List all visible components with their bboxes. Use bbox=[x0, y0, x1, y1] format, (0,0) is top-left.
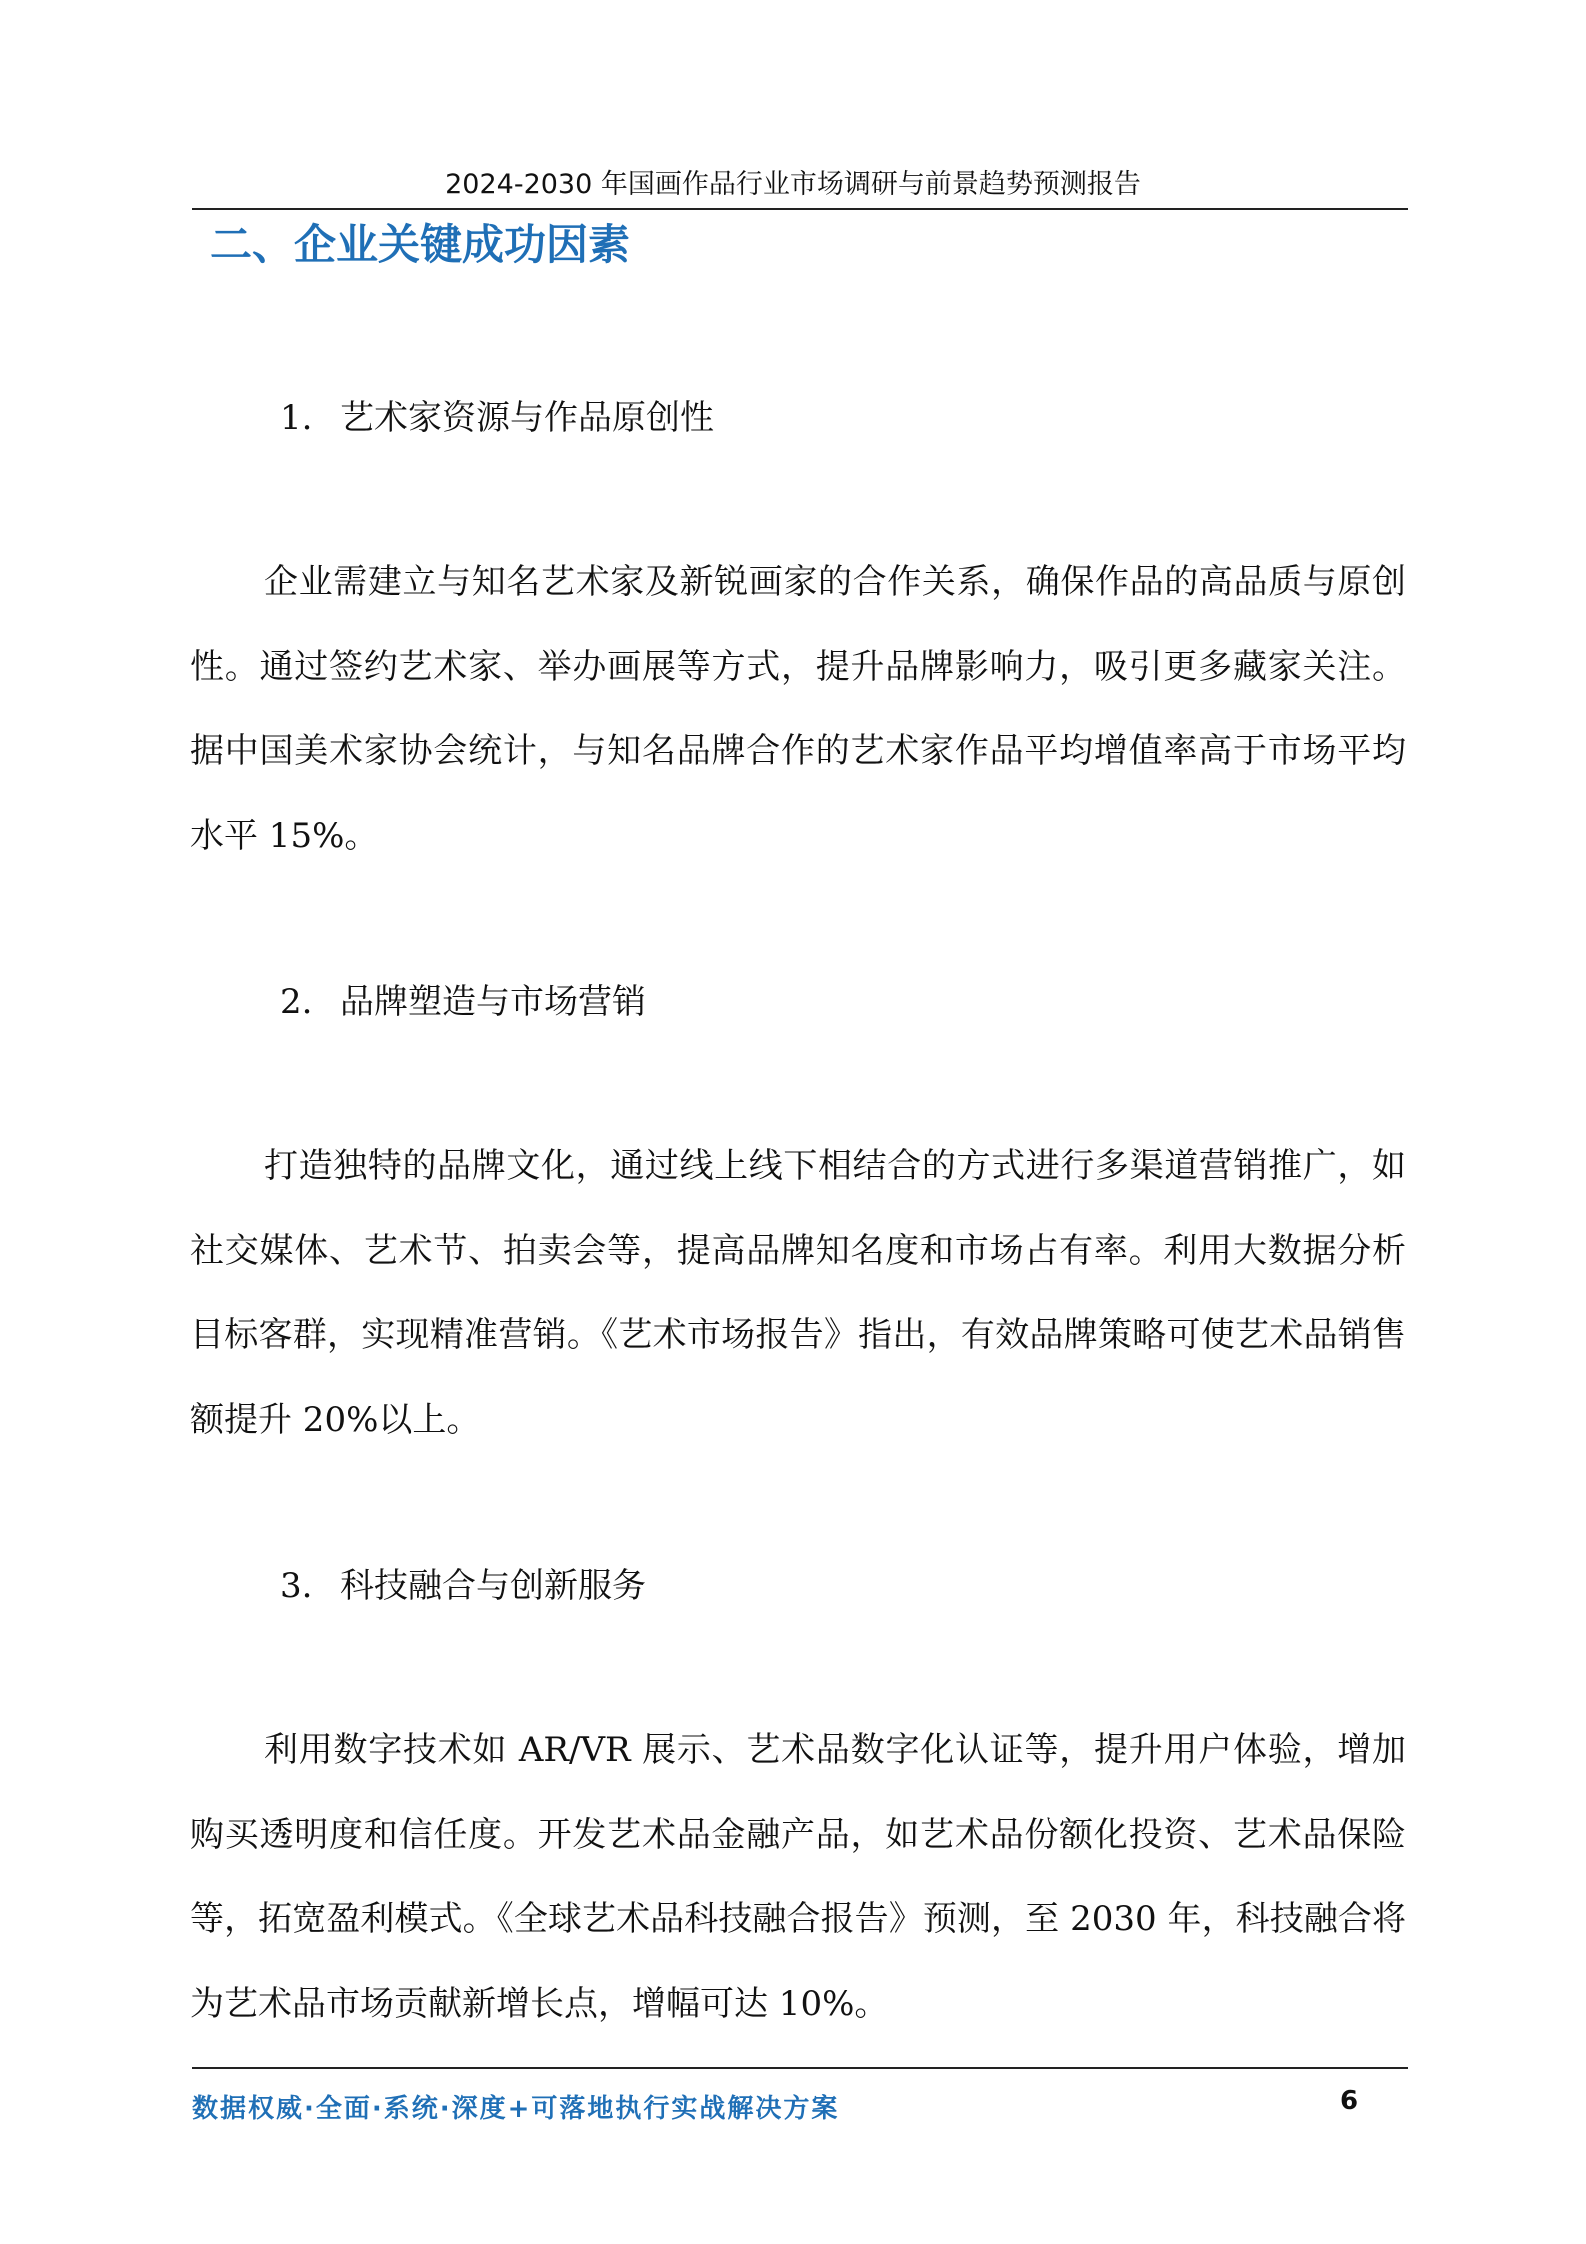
report-title: 2024-2030 年国画作品行业市场调研与前景趋势预测报告 bbox=[445, 169, 1141, 200]
paragraph-3: 利用数字技术如 AR/VR 展示、艺术品数字化认证等，提升用户体验，增加购买透明度和信任度。开发艺术品金融产品，如艺术品份额化投资、艺术品保险等，拓宽盈利模式。《全球艺术品科技融合报告》预测，至 2030 年，科技融合将为艺术品市场贡献新增长点，增幅可达 10%。 bbox=[190, 1730, 1406, 2024]
subheading-title: 艺术家资源与作品原创性 bbox=[340, 398, 714, 438]
subheading-2 bbox=[280, 974, 646, 1023]
paragraph-1: 企业需建立与知名艺术家及新锐画家的合作关系，确保作品的高品质与原创性。通过签约艺术家、举办画展等方式，提升品牌影响力，吸引更多藏家关注。据中国美术家协会统计，与知名品牌合作的艺术家作品平均增值率高于市场平均水平 15%。 bbox=[190, 562, 1406, 856]
subheading-number: 3. bbox=[280, 1566, 313, 1606]
subheading-3 bbox=[280, 1558, 646, 1607]
footer-slogan: 数据权威·全面·系统·深度+可落地执行实战解决方案 bbox=[192, 2094, 840, 2124]
subheading-1 bbox=[280, 390, 714, 439]
subheading-number: 2. bbox=[280, 982, 313, 1022]
header-divider bbox=[192, 208, 1408, 210]
section-heading: 二、企业关键成功因素 bbox=[210, 220, 631, 269]
paragraph-2: 打造独特的品牌文化，通过线上线下相结合的方式进行多渠道营销推广，如社交媒体、艺术节、拍卖会等，提高品牌知名度和市场占有率。利用大数据分析目标客群，实现精准营销。《艺术市场报告》指出，有效品牌策略可使艺术品销售额提升 20%以上。 bbox=[190, 1146, 1406, 1440]
subheading-title: 科技融合与创新服务 bbox=[340, 1566, 646, 1606]
subheading-number: 1. bbox=[280, 398, 313, 438]
subheading-title: 品牌塑造与市场营销 bbox=[340, 982, 646, 1022]
page-number: 6 bbox=[1340, 2086, 1359, 2116]
footer-divider bbox=[192, 2067, 1408, 2069]
